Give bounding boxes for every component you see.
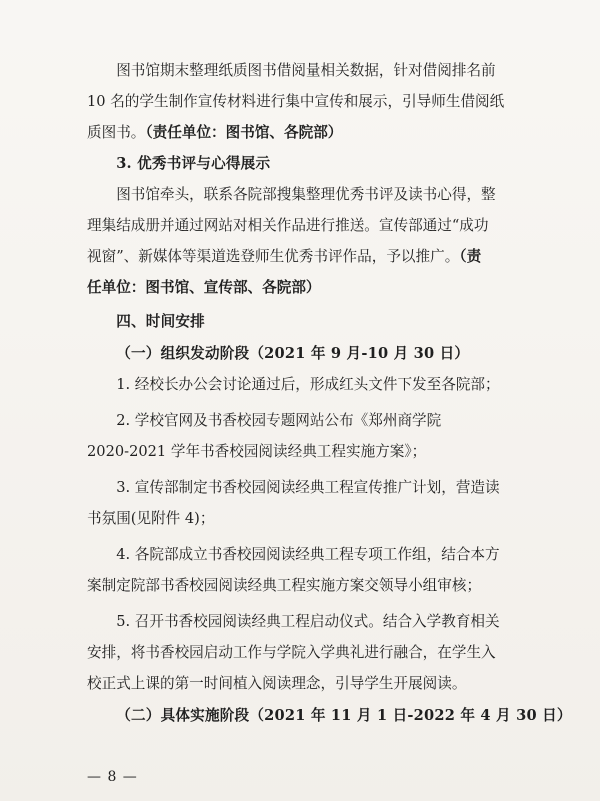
section-3-heading: 3. 优秀书评与心得展示 <box>116 155 271 172</box>
paragraph-1-line-2: 10 名的学生制作宣传材料进行集中宣传和展示，引导师生借阅纸 <box>87 93 505 110</box>
paragraph-2-line-3-text: 视窗”、新媒体等渠道选登师生优秀书评作品，予以推广。 <box>87 248 460 265</box>
paragraph-1-line-3-bold: （责任单位：图书馆、各院部） <box>145 124 343 141</box>
paragraph-1-line-3 <box>87 117 517 148</box>
paragraph-1-line-1: 图书馆期末整理纸质图书借阅量相关数据，针对借阅排名前 <box>116 62 496 79</box>
item-2-line-2: 2020-2021 学年书香校园阅读经典工程实施方案》； <box>87 443 427 460</box>
paragraph-2-line-3 <box>87 241 517 272</box>
item-5-line-2: 安排，将书香校园启动工作与学院入学典礼进行融合，在学生入 <box>87 644 496 661</box>
item-3-line-2: 书氛围(见附件 4)； <box>87 510 215 527</box>
paragraph-2-line-4: 任单位：图书馆、宣传部、各院部） <box>87 279 321 296</box>
paragraph-2-line-3-bold: （责 <box>459 248 482 265</box>
item-3-line-1: 3. 宣传部制定书香校园阅读经典工程宣传推广计划，营造读 <box>116 479 500 496</box>
paragraph-1-line-3-text: 质图书。 <box>87 124 146 141</box>
item-2-line-1: 2. 学校官网及书香校园专题网站公布《郑州商学院 <box>116 412 442 429</box>
paragraph-2-line-2: 理集结成册并通过网站对相关作品进行推送。宣传部通过“成功 <box>87 217 489 234</box>
item-4-line-2: 案制定院部书香校园阅读经典工程实施方案交领导小组审核； <box>87 577 482 594</box>
paragraph-2-line-1: 图书馆牵头，联系各院部搜集整理优秀书评及读书心得，整 <box>116 186 496 203</box>
item-5-line-1: 5. 召开书香校园阅读经典工程启动仪式。结合入学教育相关 <box>116 613 500 630</box>
item-5-line-3: 校正式上课的第一时间植入阅读理念，引导学生开展阅读。 <box>87 675 467 692</box>
subheading-implementation-stage: （二）具体实施阶段（2021 年 11 月 1 日-2022 年 4 月 30 日） <box>116 707 572 724</box>
subheading-organization-stage: （一）组织发动阶段（2021 年 9 月-10 月 30 日） <box>116 345 470 362</box>
section-4-heading: 四、时间安排 <box>116 313 205 330</box>
page-number: — 8 — <box>87 769 138 785</box>
item-1: 1. 经校长办公会讨论通过后，形成红头文件下发至各院部； <box>116 376 500 393</box>
item-4-line-1: 4. 各院部成立书香校园阅读经典工程专项工作组，结合本方 <box>116 546 500 563</box>
